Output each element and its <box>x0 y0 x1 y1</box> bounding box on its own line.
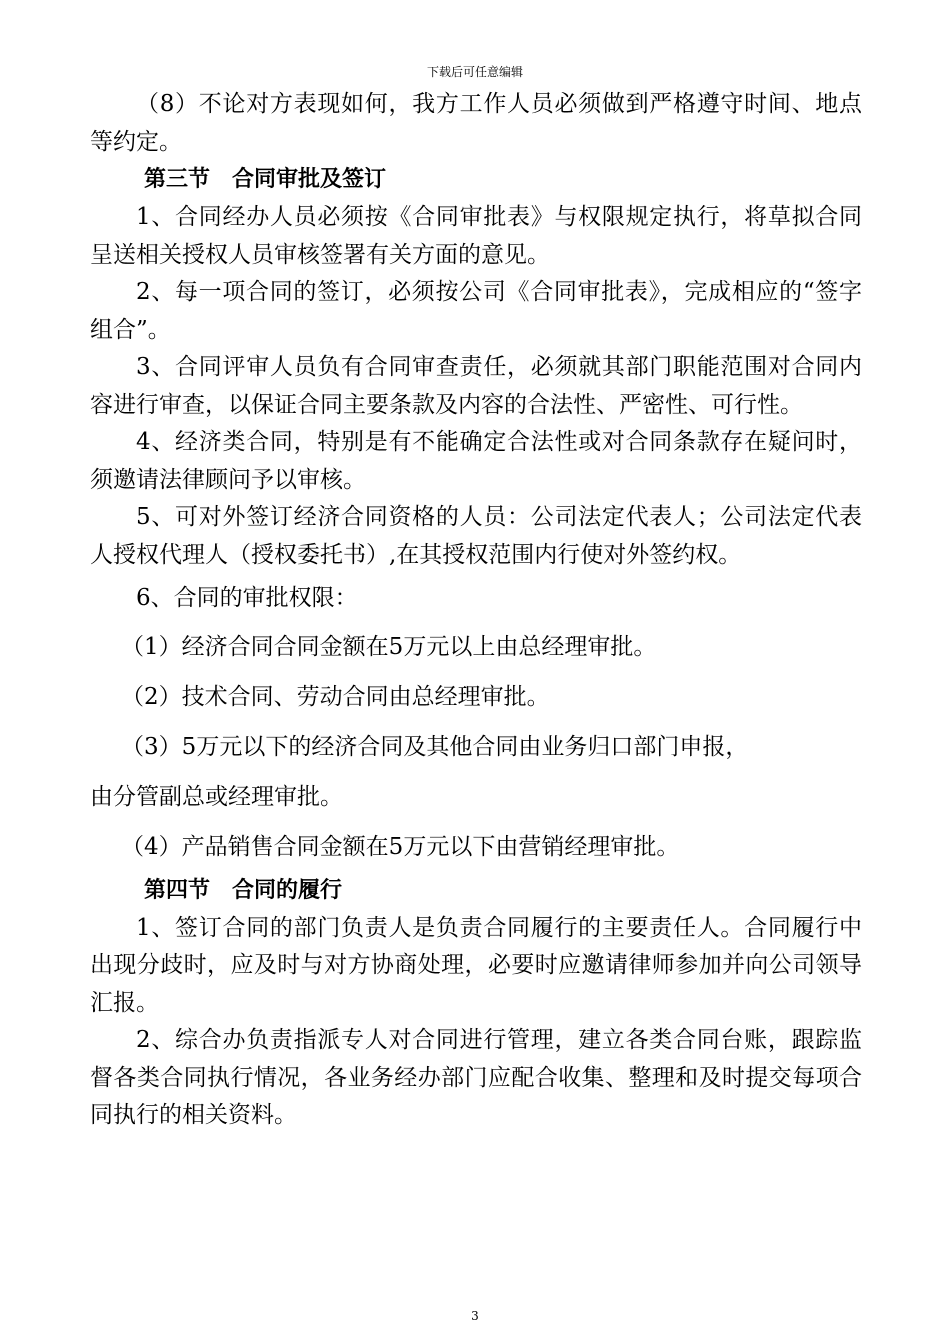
paragraph-approval-3: 3、合同评审人员负有合同审查责任，必须就其部门职能范围对合同内容进行审查，以保证合同主要条款及内容的合法性、严密性、可行性。 <box>90 354 862 418</box>
approval-limit-2: （2）技术合同、劳动合同由总经理审批。 <box>121 683 550 710</box>
paragraph-approval-1: 1、合同经办人员必须按《合同审批表》与权限规定执行，将草拟合同呈送相关授权人员审核签署有关方面的意见。 <box>90 204 862 268</box>
approval-limit-1: （1）经济合同合同金额在5万元以上由总经理审批。 <box>121 633 657 660</box>
paragraph-performance-1: 1、签订合同的部门负责人是负责合同履行的主要责任人。合同履行中出现分歧时，应及时与对方协商处理，必要时应邀请律师参加并向公司领导汇报。 <box>90 914 862 1016</box>
page-header: 下载后可任意编辑 <box>426 65 523 79</box>
section-heading-4: 第四节 合同的履行 <box>144 877 343 903</box>
paragraph-approval-2: 2、每一项合同的签订，必须按公司《合同审批表》，完成相应的“签字组合”。 <box>90 279 862 343</box>
paragraph-approval-4: 4、经济类合同，特别是有不能确定合法性或对合同条款存在疑问时，须邀请法律顾问予以审核。 <box>90 429 862 493</box>
paragraph-item-8: （8）不论对方表现如何，我方工作人员必须做到严格遵守时间、地点等约定。 <box>90 91 862 155</box>
paragraph-approval-6: 6、合同的审批权限： <box>136 585 358 611</box>
approval-limit-4: （4）产品销售合同金额在5万元以下由营销经理审批。 <box>121 833 680 860</box>
document-body <box>90 86 862 1135</box>
approval-limit-3: （3）5万元以下的经济合同及其他合同由业务归口部门申报， <box>121 733 749 760</box>
page-number: 3 <box>471 1309 479 1323</box>
paragraph-approval-5: 5、可对外签订经济合同资格的人员：公司法定代表人；公司法定代表人授权代理人（授权委托书）,在其授权范围内行使对外签约权。 <box>90 504 862 568</box>
approval-limit-3-continued: 由分管副总或经理审批。 <box>90 783 343 810</box>
section-heading-3: 第三节 合同审批及签订 <box>144 167 387 192</box>
paragraph-performance-2: 2、综合办负责指派专人对合同进行管理，建立各类合同台账，跟踪监督各类合同执行情况，各业务经办部门应配合收集、整理和及时提交每项合同执行的相关资料。 <box>90 1027 862 1128</box>
